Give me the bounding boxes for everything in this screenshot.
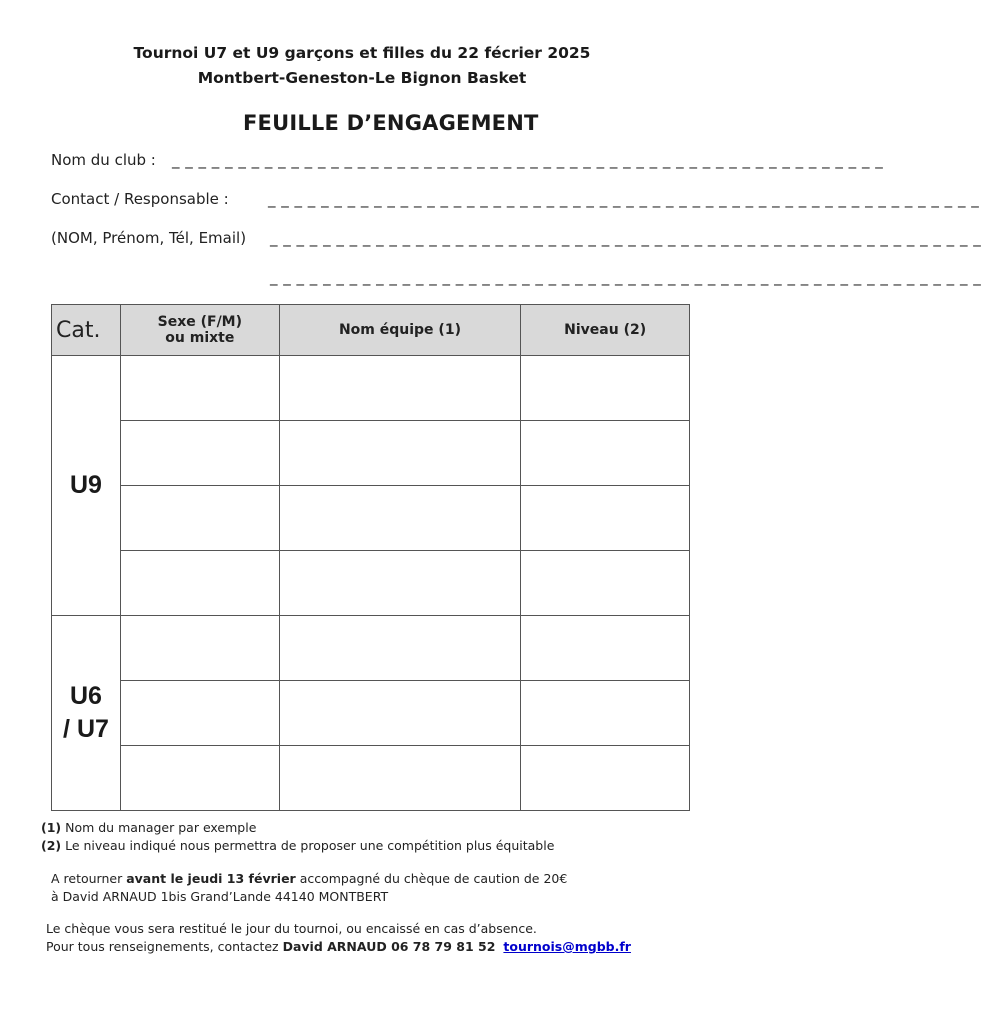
note-1	[41, 820, 256, 835]
table-row	[52, 421, 690, 486]
return-deadline	[51, 871, 567, 886]
level-cell[interactable]	[521, 746, 690, 811]
return-suffix: accompagné du chèque de caution de 20€	[295, 871, 568, 886]
team-name-cell[interactable]	[279, 356, 521, 421]
sexe-cell[interactable]	[120, 551, 279, 616]
registration-table	[51, 304, 690, 811]
sexe-cell[interactable]	[120, 356, 279, 421]
club-organizer: Montbert-Geneston-Le Bignon Basket	[197, 69, 527, 87]
email-link[interactable]: tournois@mgbb.fr	[503, 939, 631, 954]
level-cell[interactable]	[521, 421, 690, 486]
tournament-title: Tournoi U7 et U9 garçons et filles du 22 fécrier 2025	[133, 44, 591, 62]
return-address: à David ARNAUD 1bis Grand’Lande 44140 MONTBERT	[51, 889, 389, 904]
note-2-text: Le niveau indiqué nous permettra de proposer une compétition plus équitable	[61, 838, 555, 853]
table-row	[52, 616, 690, 681]
category-u6-line1: U6	[69, 682, 102, 710]
level-cell[interactable]	[521, 486, 690, 551]
team-name-cell[interactable]	[279, 746, 521, 811]
deposit-info: Le chèque vous sera restitué le jour du tournoi, ou encaissé en cas d’absence.	[46, 921, 537, 936]
contact-name-phone: David ARNAUD 06 78 79 81 52	[282, 939, 496, 954]
level-cell[interactable]	[521, 616, 690, 681]
contact-details-label: (NOM, Prénom, Tél, Email)	[51, 229, 247, 247]
team-name-cell[interactable]	[279, 486, 521, 551]
team-name-cell[interactable]	[279, 421, 521, 486]
sexe-cell[interactable]	[120, 616, 279, 681]
category-u6-u7	[52, 616, 121, 811]
team-name-cell[interactable]	[279, 616, 521, 681]
header-sexe-line1: Sexe (F/M)	[157, 314, 243, 330]
sexe-cell[interactable]	[120, 681, 279, 746]
table-row	[52, 486, 690, 551]
level-cell[interactable]	[521, 551, 690, 616]
club-name-field[interactable]: _ _ _ _ _ _ _ _ _ _ _ _ _ _ _ _ _ _ _ _ _ _ _ _ _ _ _ _ _ _ _ _ _ _ _ _ _ _ _ _ _ _ _ _ _ _ _ _ _ _ _ _ _ _	[172, 151, 884, 169]
contact-details-field[interactable]: _ _ _ _ _ _ _ _ _ _ _ _ _ _ _ _ _ _ _ _ _ _ _ _ _ _ _ _ _ _ _ _ _ _ _ _ _ _ _ _ _ _ _ _ _ _ _ _ _ _ _ _ _ _	[270, 229, 981, 247]
sexe-cell[interactable]	[120, 421, 279, 486]
header-level: Niveau (2)	[521, 305, 690, 356]
table-row	[52, 551, 690, 616]
category-u9: U9	[52, 356, 121, 616]
note-2	[41, 838, 554, 853]
team-name-cell[interactable]	[279, 681, 521, 746]
sexe-cell[interactable]	[120, 486, 279, 551]
table-row	[52, 356, 690, 421]
header-sexe-line2: ou mixte	[165, 330, 235, 346]
contact-field[interactable]: _ _ _ _ _ _ _ _ _ _ _ _ _ _ _ _ _ _ _ _ _ _ _ _ _ _ _ _ _ _ _ _ _ _ _ _ _ _ _ _ _ _ _ _ _ _ _ _ _ _ _ _ _ _	[268, 190, 980, 208]
level-cell[interactable]	[521, 681, 690, 746]
level-cell[interactable]	[521, 356, 690, 421]
table-row	[52, 681, 690, 746]
page-heading: FEUILLE D’ENGAGEMENT	[243, 111, 539, 135]
contact-prefix: Pour tous renseignements, contactez	[46, 939, 283, 954]
contact-extra-field[interactable]: _ _ _ _ _ _ _ _ _ _ _ _ _ _ _ _ _ _ _ _ _ _ _ _ _ _ _ _ _ _ _ _ _ _ _ _ _ _ _ _ _ _ _ _ _ _ _ _ _ _ _ _ _ _	[270, 268, 981, 286]
header-team-name: Nom équipe (1)	[279, 305, 521, 356]
contact-label: Contact / Responsable :	[51, 190, 229, 208]
sexe-cell[interactable]	[120, 746, 279, 811]
team-name-cell[interactable]	[279, 551, 521, 616]
note-2-mark: (2)	[41, 838, 62, 853]
return-prefix: A retourner	[51, 871, 127, 886]
table-header-row	[52, 305, 690, 356]
category-u6-line2: / U7	[63, 715, 109, 743]
header-sexe	[120, 305, 279, 356]
header-category: Cat.	[52, 305, 121, 356]
contact-info	[46, 939, 631, 954]
table-row	[52, 746, 690, 811]
note-1-mark: (1)	[41, 820, 62, 835]
note-1-text: Nom du manager par exemple	[61, 820, 257, 835]
return-deadline-date: avant le jeudi 13 février	[126, 871, 296, 886]
club-name-label: Nom du club :	[51, 151, 156, 169]
